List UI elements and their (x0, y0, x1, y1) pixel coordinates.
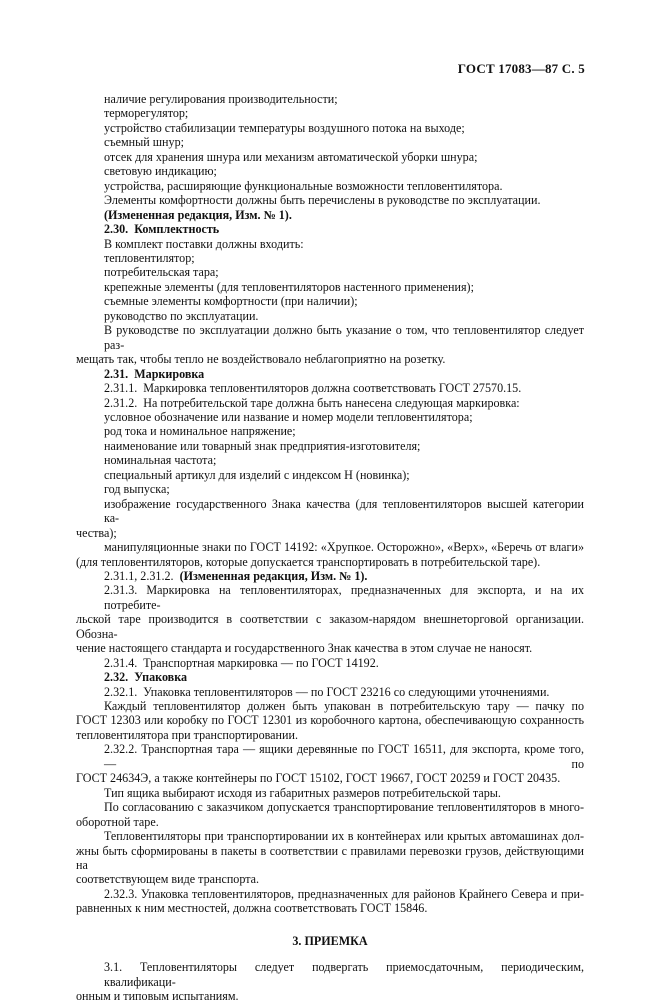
text-line: онным и типовым испытаниям. (76, 989, 239, 1004)
text-line: руководство по эксплуатации. (104, 308, 259, 323)
text-line: терморегулятор; (104, 106, 189, 121)
text-line: жны быть сформированы в пакеты в соответствии с правилами перевозки грузов, действующими на (76, 843, 584, 873)
text-line: ГОСТ 12303 или коробку по ГОСТ 12301 из коробочного картона, обеспечивающую сохранность (76, 713, 584, 728)
text-line: 3.1. Тепловентиляторы следует подвергать приемосдаточным, периодическим, квалификаци- (104, 960, 584, 989)
text-line: чение настоящего стандарта и государственного Знак качества в этом случае не наносят. (76, 641, 533, 656)
text-line: условное обозначение или название и номер модели тепловентилятора; (104, 409, 473, 424)
text-line: год выпуска; (104, 482, 170, 497)
text-line: тепловентилятор; (104, 250, 195, 265)
text-line: Каждый тепловентилятор должен быть упакован в потребительскую тару — пачку по (104, 699, 584, 714)
section-text (76, 960, 584, 1004)
text-line: По согласованию с заказчиком допускается транспортирование тепловентиляторов в много- (104, 800, 584, 815)
text-line: 2.30. Комплектность (104, 222, 220, 237)
text-line: 2.32.2. Транспортная тара — ящики деревянные по ГОСТ 16511, для экспорта, кроме того, — по (104, 742, 584, 771)
text-line: крепежные элементы (для тепловентиляторов настенного применения); (104, 279, 474, 294)
text-line: манипуляционные знаки по ГОСТ 14192: «Хрупкое. Осторожно», «Верх», «Беречь от влаги» (104, 540, 584, 555)
text-line: мещать так, чтобы тепло не воздействовало неблагоприятно на розетку. (76, 352, 446, 367)
text-line: род тока и номинальное напряжение; (104, 424, 296, 439)
text-line: потребительская тара; (104, 265, 219, 280)
text-line: номинальная частота; (104, 453, 217, 468)
text-line: соответствующем виде транспорта. (76, 872, 260, 887)
text-line: 2.31.3. Маркировка на тепловентиляторах, предназначенных для экспорта, и на их потребите- (104, 583, 584, 612)
text-line: ГОСТ 24634Э, а также контейнеры по ГОСТ 15102, ГОСТ 19667, ГОСТ 20259 и ГОСТ 20435. (76, 771, 561, 786)
document-body (76, 92, 584, 1004)
text-line: устройство стабилизации температуры воздушного потока на выходе; (104, 120, 465, 135)
text-line: 2.31. Маркировка (104, 366, 205, 381)
text-line: съемные элементы комфортности (при наличии); (104, 294, 358, 309)
text-line: В руководстве по эксплуатации должно быть указание о том, что тепловентилятор следует раз- (104, 323, 584, 352)
text-line: специальный артикул для изделий с индексом Н (новинка); (104, 467, 410, 482)
text-line: 2.31.1, 2.31.2. (Измененная редакция, Изм. № 1). (104, 568, 368, 583)
text-line: Элементы комфортности должны быть перечислены в руководстве по эксплуатации. (104, 193, 541, 208)
text-line: устройства, расширяющие функциональные возможности тепловентилятора. (104, 178, 503, 193)
text-line: наличие регулирования производительности; (104, 92, 338, 106)
text-line: 2.32.1. Упаковка тепловентиляторов — по ГОСТ 23216 со следующими уточнениями. (104, 684, 550, 699)
text-line: Тип ящика выбирают исходя из габаритных размеров потребительской тары. (104, 785, 501, 800)
text-line: 2.31.1. Маркировка тепловентиляторов должна соответствовать ГОСТ 27570.15. (104, 381, 522, 396)
text-line: оборотной таре. (76, 814, 159, 829)
text-line: изображение государственного Знака качества (для тепловентиляторов высшей категории ка- (104, 496, 584, 526)
text-line: отсек для хранения шнура или механизм автоматической уборки шнура; (104, 149, 478, 164)
text-line: (Измененная редакция, Изм. № 1). (104, 207, 292, 222)
text-line: наименование или товарный знак предприятия-изготовителя; (104, 438, 421, 453)
text-line: световую индикацию; (104, 164, 217, 179)
text-line: 2.31.2. На потребительской таре должна быть нанесена следующая маркировка: (104, 395, 520, 410)
text-line: льской таре производится в соответствии с заказом-нарядом внешнеторговой организации. Обозна- (76, 612, 584, 641)
page-header: ГОСТ 17083—87 С. 5 (457, 61, 585, 76)
text-line: В комплект поставки должны входить: (104, 236, 304, 251)
text-line: 2.32.3. Упаковка тепловентиляторов, предназначенных для районов Крайнего Севера и при- (104, 886, 584, 901)
text-line: тепловентилятора при транспортировании. (76, 727, 298, 742)
section-heading: 3. ПРИЕМКА (292, 933, 368, 948)
text-line: 2.31.4. Транспортная маркировка — по ГОСТ 14192. (104, 655, 379, 670)
text-line: чества); (76, 525, 117, 540)
main-text (76, 92, 584, 916)
text-line: 2.32. Упаковка (104, 670, 188, 685)
text-line: Тепловентиляторы при транспортировании их в контейнерах или крытых автомашинах дол- (104, 829, 584, 844)
text-line: равненных к ним местностей, должна соответствовать ГОСТ 15846. (76, 901, 428, 916)
text-line: съемный шнур; (104, 135, 184, 150)
text-line: (для тепловентиляторов, которые допускается транспортировать в потребительской таре). (76, 554, 541, 569)
